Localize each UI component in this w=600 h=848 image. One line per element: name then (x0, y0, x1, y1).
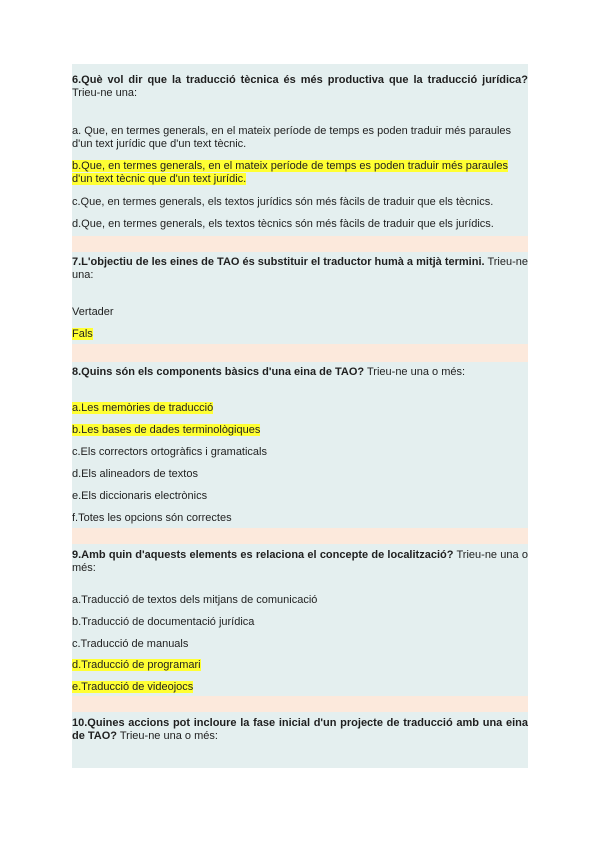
question-9-title: 9.Amb quin d'aquests elements es relaciona el concepte de localització? (72, 549, 454, 561)
option-label: Vertader (72, 306, 114, 318)
question-8-option-f[interactable] (72, 512, 528, 525)
option-label: e.Traducció de videojocs (72, 681, 194, 693)
question-10-prompt (72, 717, 528, 743)
question-6-title: 6.Què vol dir que la traducció tècnica és més productiva que la traducció jurídica? (72, 74, 528, 86)
question-6-option-b[interactable] (72, 160, 528, 186)
option-label: d.Els alineadors de textos (72, 468, 198, 480)
question-9-option-e[interactable] (72, 681, 528, 694)
question-7-prompt (72, 256, 528, 282)
option-label: a. Que, en termes generals, en el mateix període de temps es poden traduir més paraules d'un text jurídic que d'un text tècnic. (72, 125, 512, 150)
question-6-prompt (72, 74, 528, 100)
question-9-option-d[interactable] (72, 659, 528, 672)
question-7-option-false[interactable] (72, 328, 528, 341)
option-label: e.Els diccionaris electrònics (72, 490, 208, 502)
option-label: a.Les memòries de traducció (72, 402, 214, 414)
option-label: b.Que, en termes generals, en el mateix període de temps es poden traduir més paraules d'un text tècnic que d'un text jurídic. (72, 160, 508, 185)
question-9-option-a[interactable] (72, 594, 528, 607)
question-8-option-a[interactable] (72, 402, 528, 415)
question-8-prompt (72, 366, 528, 379)
question-6-option-d[interactable] (72, 218, 528, 231)
question-8-option-e[interactable] (72, 490, 528, 503)
question-9-option-c[interactable] (72, 638, 528, 651)
separator-band (72, 344, 528, 362)
question-8-panel (72, 362, 528, 528)
question-8-instruction: Trieu-ne una o més: (367, 366, 466, 378)
separator-band (72, 528, 528, 544)
question-10-title: 10.Quines accions pot incloure la fase inicial d'un projecte de traducció amb una eina de TAO? (72, 717, 528, 742)
option-label: d.Que, en termes generals, els textos tècnics són més fàcils de traduir que els jurídics. (72, 218, 494, 230)
question-10-instruction: Trieu-ne una o més: (119, 730, 218, 742)
question-6-option-a[interactable] (72, 125, 528, 151)
question-8-option-d[interactable] (72, 468, 528, 481)
question-6-option-c[interactable] (72, 196, 528, 209)
option-label: b.Traducció de documentació jurídica (72, 616, 255, 628)
question-7-option-true[interactable] (72, 306, 528, 319)
question-8-option-b[interactable] (72, 424, 528, 437)
option-label: f.Totes les opcions són correctes (72, 512, 232, 524)
option-label: c.Els correctors ortogràfics i gramaticals (72, 446, 267, 458)
question-9-option-b[interactable] (72, 616, 528, 629)
option-label: d.Traducció de programari (72, 659, 201, 671)
option-label: Fals (72, 328, 93, 340)
question-6-instruction: Trieu-ne una: (72, 87, 138, 99)
option-label: c.Traducció de manuals (72, 638, 189, 650)
option-label: a.Traducció de textos dels mitjans de comunicació (72, 594, 318, 606)
separator-band (72, 696, 528, 712)
question-7-instruction: Trieu-ne una: (72, 256, 528, 281)
question-8-title: 8.Quins són els components bàsics d'una eina de TAO? (72, 366, 365, 378)
option-label: b.Les bases de dades terminològiques (72, 424, 261, 436)
question-8-option-c[interactable] (72, 446, 528, 459)
question-7-title: 7.L'objectiu de les eines de TAO és substituir el traductor humà a mitjà termini. (72, 256, 485, 268)
question-9-instruction: Trieu-ne una o més: (72, 549, 529, 574)
option-label: c.Que, en termes generals, els textos jurídics són més fàcils de traduir que els tècnics. (72, 196, 494, 208)
question-9-prompt (72, 549, 528, 575)
separator-band (72, 236, 528, 252)
